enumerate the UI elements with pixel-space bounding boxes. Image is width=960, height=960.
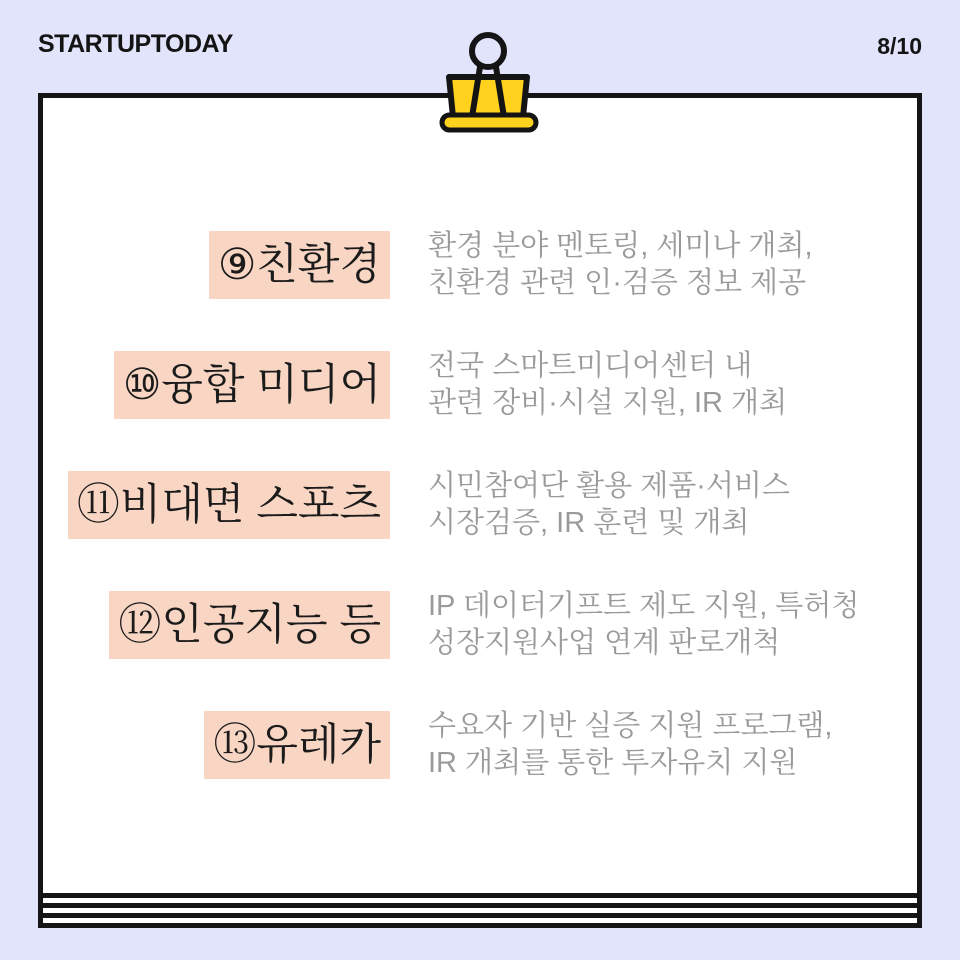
item-desc-12: IP 데이터기프트 제도 지원, 특허청 성장지원사업 연계 판로개척: [428, 590, 860, 659]
list-item: [43, 588, 917, 662]
item-desc-11: 시민참여단 활용 제품·서비스 시장검증, IR 훈련 및 개최: [428, 470, 790, 539]
item-desc-9: 환경 분야 멘토링, 세미나 개최, 친환경 관련 인·검증 정보 제공: [428, 230, 813, 299]
item-label-11: ⑪비대면 스포츠: [68, 471, 390, 539]
page-indicator: 8/10: [877, 33, 922, 59]
content-card: [38, 93, 922, 928]
item-desc-10: 전국 스마트미디어센터 내 관련 장비·시설 지원, IR 개최: [428, 350, 788, 419]
item-desc-13: 수요자 기반 실증 지원 프로그램, IR 개최를 통한 투자유치 지원: [428, 710, 833, 779]
list-item: [43, 708, 917, 782]
brand-logo: STARTUPTODAY: [38, 30, 233, 58]
item-list: [43, 98, 917, 883]
list-item: [43, 228, 917, 302]
item-label-13: ⑬유레카: [204, 711, 390, 779]
item-label-10: ⑩융합 미디어: [114, 351, 390, 419]
list-item: [43, 348, 917, 422]
paper-stack-lines: [43, 893, 917, 923]
item-label-9: ⑨친환경: [209, 231, 390, 299]
item-label-12: ⑫인공지능 등: [109, 591, 390, 659]
list-item: [43, 468, 917, 542]
binder-clip-icon: [436, 28, 548, 136]
